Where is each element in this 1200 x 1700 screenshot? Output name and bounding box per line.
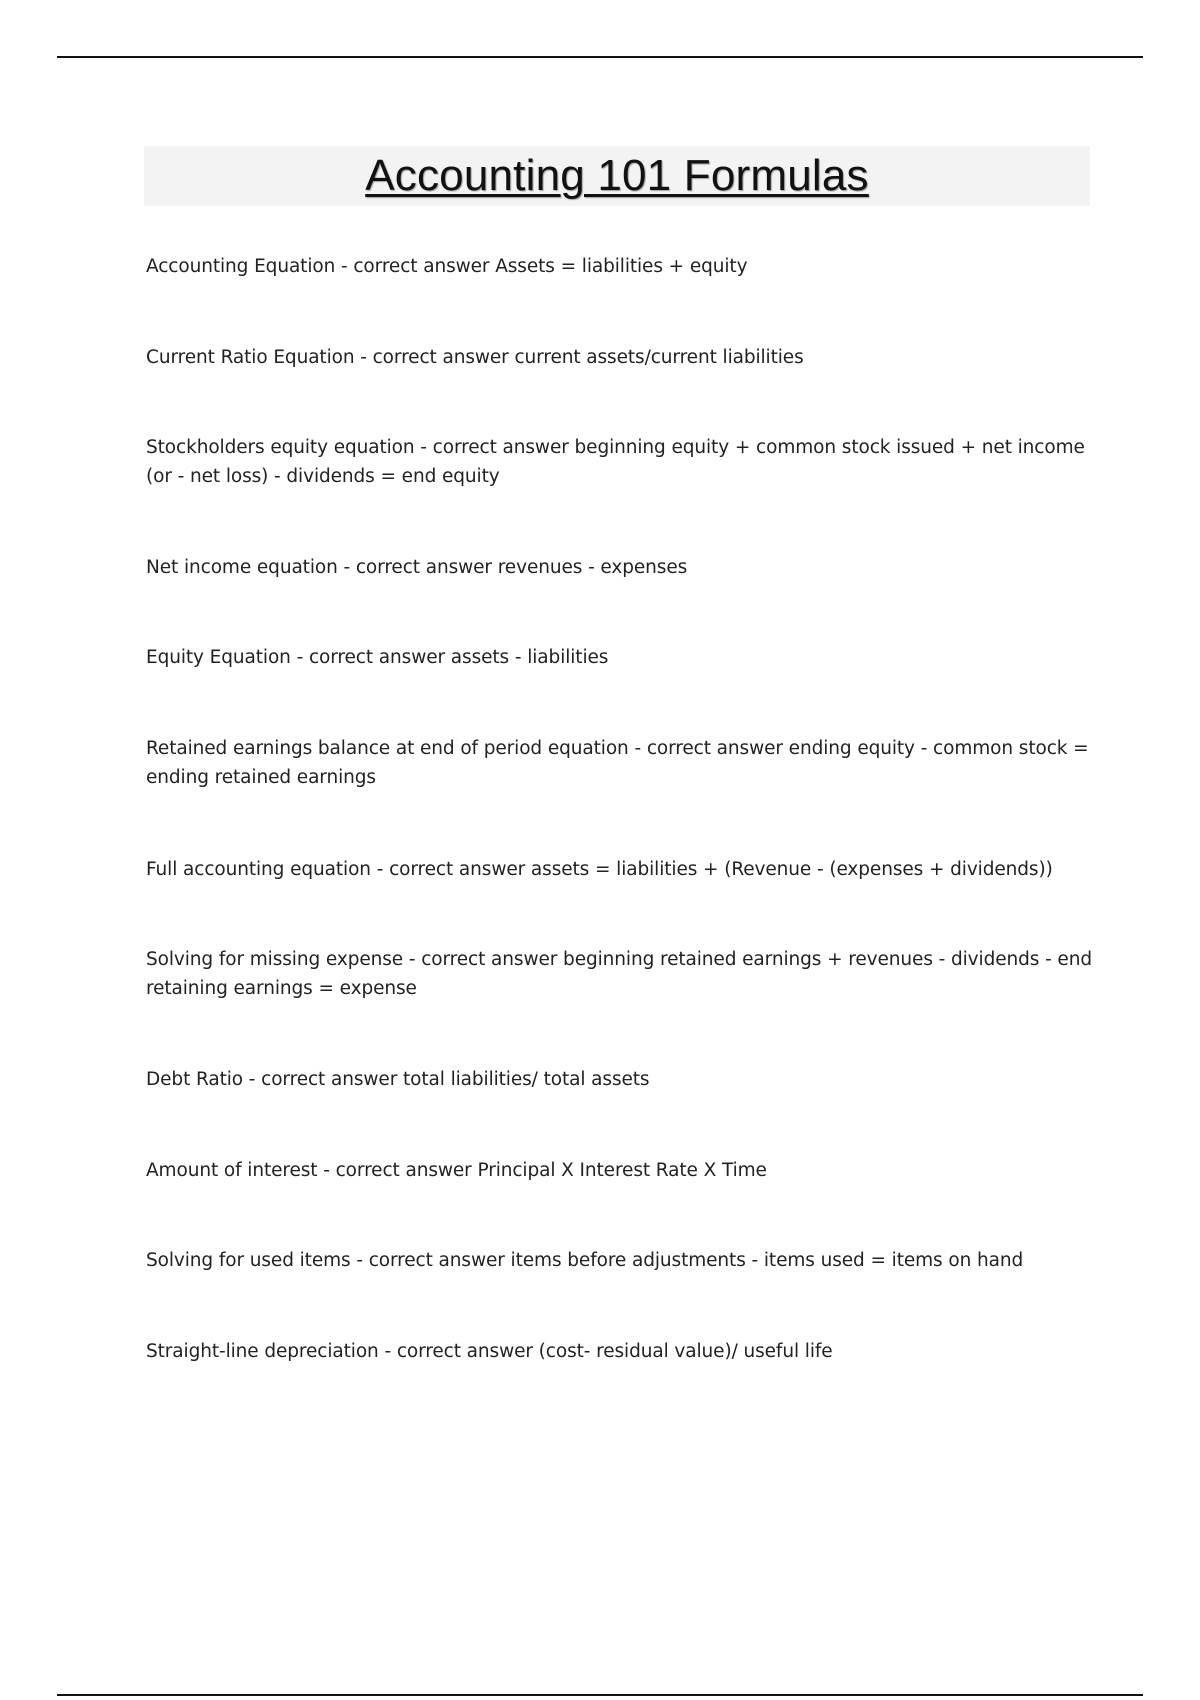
- formula-entry: Net income equation - correct answer revenues - expenses: [146, 557, 688, 578]
- document-title: Accounting 101 Formulas: [365, 151, 869, 200]
- bottom-rule: [57, 1694, 1143, 1696]
- formula-entry: Solving for used items - correct answer items before adjustments - items used = items on hand: [146, 1250, 1024, 1271]
- formula-entry: Amount of interest - correct answer Principal X Interest Rate X Time: [146, 1160, 767, 1181]
- formula-entry: Equity Equation - correct answer assets - liabilities: [146, 647, 609, 668]
- formula-entry: Debt Ratio - correct answer total liabilities/ total assets: [146, 1069, 650, 1090]
- title-band: [144, 146, 1090, 206]
- formula-entry: Retained earnings balance at end of period equation - correct answer ending equity - common stock = ending retained earnings: [146, 738, 1089, 788]
- formula-entry: Stockholders equity equation - correct answer beginning equity + common stock issued + net income (or - net loss) - dividends = end equity: [146, 437, 1085, 487]
- formula-entry: Accounting Equation - correct answer Assets = liabilities + equity: [146, 256, 748, 277]
- formula-entry: Straight-line depreciation - correct answer (cost- residual value)/ useful life: [146, 1341, 833, 1362]
- top-rule: [57, 56, 1143, 58]
- formula-entry: Full accounting equation - correct answer assets = liabilities + (Revenue - (expenses + dividends)): [146, 859, 1053, 880]
- formula-entry: Current Ratio Equation - correct answer current assets/current liabilities: [146, 347, 804, 368]
- formula-entry: Solving for missing expense - correct answer beginning retained earnings + revenues - dividends - end retaining earnings = expense: [146, 949, 1092, 999]
